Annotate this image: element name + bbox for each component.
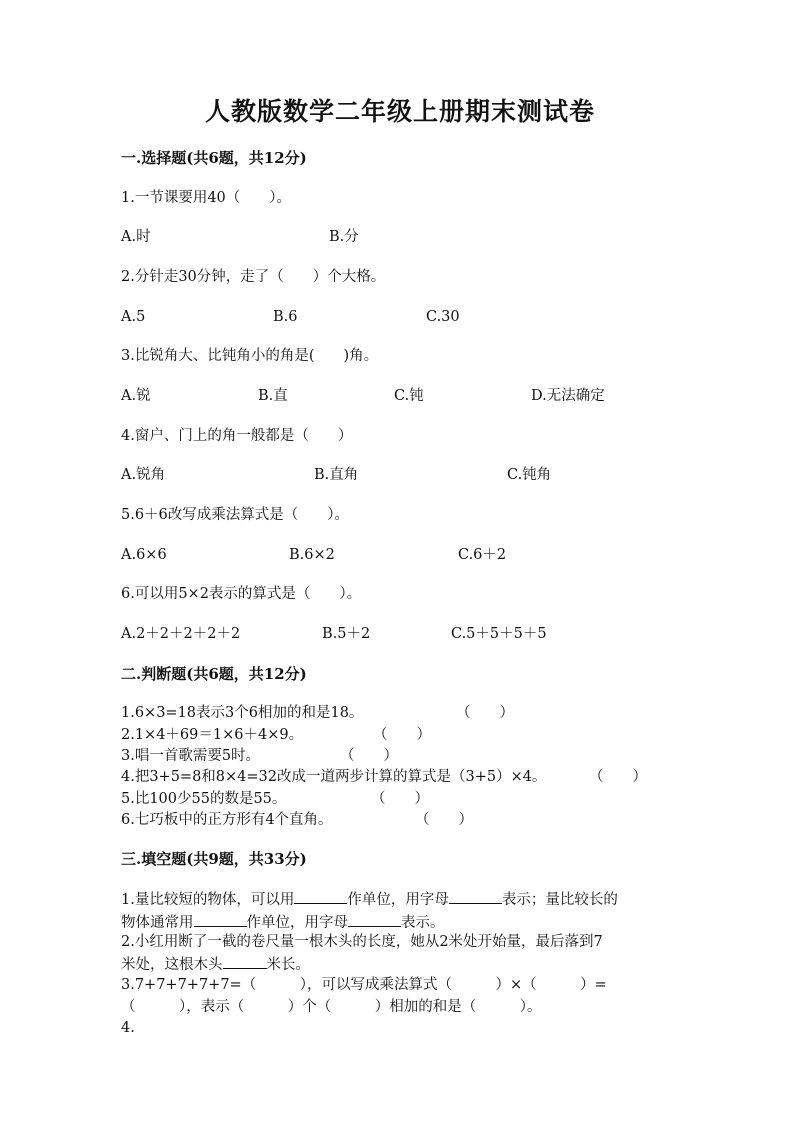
choice-question-3: 3.比锐角大、比钝角小的角是( )角。 <box>121 348 379 364</box>
choice-options-6 <box>121 623 681 645</box>
option-c: C.30 <box>426 309 460 325</box>
fill-question-2-line-1: 2.小红用断了一截的卷尺量一根木头的长度，她从2米处开始量，最后落到7 <box>121 934 603 950</box>
choice-question-4: 4.窗户、门上的角一般都是（ ） <box>121 428 353 444</box>
answer-parentheses: （ ） <box>373 727 431 743</box>
fill-text: 米长。 <box>266 957 310 973</box>
answer-blank <box>194 911 247 927</box>
option-a: A.时 <box>121 229 151 245</box>
judge-item-5 <box>121 788 681 810</box>
fill-text: 作单位，用字母 <box>347 892 449 908</box>
answer-blank <box>348 911 401 927</box>
option-b: B.5＋2 <box>322 626 371 642</box>
judge-statement: 5.比100少55的数是55。 <box>121 791 287 807</box>
fill-question-1-line-1 <box>121 888 681 911</box>
fill-question-2-line-2 <box>121 953 681 976</box>
section-heading-choice: 一.选择题(共6题，共12分) <box>121 149 307 167</box>
option-b: B.分 <box>329 229 359 245</box>
answer-parentheses: （ ） <box>371 791 429 807</box>
fill-text: 表示。 <box>401 915 445 931</box>
judge-item-1 <box>121 702 681 724</box>
fill-question-3-line-1: 3.7+7+7+7+7=（ ），可以写成乘法算式（ ）×（ ）= <box>121 977 607 993</box>
option-c: C.5＋5＋5＋5 <box>451 626 547 642</box>
answer-blank <box>294 888 347 904</box>
fill-question-4 <box>121 1017 681 1039</box>
fill-question-1 <box>121 888 681 934</box>
option-a: A.5 <box>121 309 146 325</box>
choice-question-6: 6.可以用5×2表示的算式是（ ）。 <box>121 586 362 602</box>
answer-parentheses: （ ） <box>589 769 647 785</box>
fill-text: 物体通常用 <box>121 915 194 931</box>
page-title: 人教版数学二年级上册期末测试卷 <box>204 97 595 126</box>
option-b: B.直角 <box>314 467 359 483</box>
answer-blank <box>223 953 267 969</box>
section-heading-judge: 二.判断题(共6题，共12分) <box>121 665 307 683</box>
option-a: A.锐 <box>121 388 151 404</box>
choice-options-1 <box>121 226 681 248</box>
fill-question-3-line-2: （ ），表示（ ）个（ ）相加的和是（ ）。 <box>121 999 542 1015</box>
judge-statement: 4.把3+5=8和8×4=32改成一道两步计算的算式是（3+5）×4。 <box>121 769 547 785</box>
choice-question-1: 1.一节课要用40（ ）。 <box>121 190 292 206</box>
fill-text: 作单位，用字母 <box>246 915 348 931</box>
choice-options-4 <box>121 464 681 486</box>
choice-options-3 <box>121 385 681 407</box>
option-b: B.6 <box>273 309 298 325</box>
answer-blank <box>449 888 502 904</box>
choice-options-2 <box>121 306 681 328</box>
choice-options-5 <box>121 544 681 566</box>
fill-text: 表示；量比较长的 <box>501 892 618 908</box>
judge-item-4 <box>121 766 681 788</box>
judge-statement: 3.唱一首歌需要5时。 <box>121 748 261 764</box>
answer-parentheses: （ ） <box>340 748 398 764</box>
option-b: B.直 <box>258 388 288 404</box>
option-a: A.锐角 <box>121 467 166 483</box>
option-b: B.6×2 <box>289 547 335 563</box>
judge-item-2 <box>121 724 681 746</box>
judge-statement: 2.1×4＋69＝1×6＋4×9。 <box>121 727 304 743</box>
option-a: A.2＋2＋2＋2＋2 <box>121 626 241 642</box>
section-heading-fill: 三.填空题(共9题，共33分) <box>121 850 307 868</box>
judge-statement: 6.七巧板中的正方形有4个直角。 <box>121 812 333 828</box>
option-c: C.钝角 <box>507 467 552 483</box>
option-d: D.无法确定 <box>531 388 605 404</box>
option-c: C.6＋2 <box>458 547 507 563</box>
option-a: A.6×6 <box>121 547 167 563</box>
judge-item-6 <box>121 809 681 831</box>
choice-question-2: 2.分针走30分钟，走了（ ）个大格。 <box>121 269 386 285</box>
judge-item-3 <box>121 745 681 767</box>
answer-parentheses: （ ） <box>415 812 473 828</box>
choice-question-5: 5.6＋6改写成乘法算式是（ ）。 <box>121 507 350 523</box>
fill-question-2 <box>121 931 681 976</box>
answer-parentheses: （ ） <box>456 705 514 721</box>
fill-question-3 <box>121 974 681 1018</box>
option-c: C.钝 <box>394 388 424 404</box>
fill-text: 米处，这根木头 <box>121 957 223 973</box>
fill-text: 1.量比较短的物体，可以用 <box>121 892 295 908</box>
fill-question-4-line-1: 4. <box>121 1020 135 1036</box>
judge-statement: 1.6×3=18表示3个6相加的和是18。 <box>121 705 364 721</box>
